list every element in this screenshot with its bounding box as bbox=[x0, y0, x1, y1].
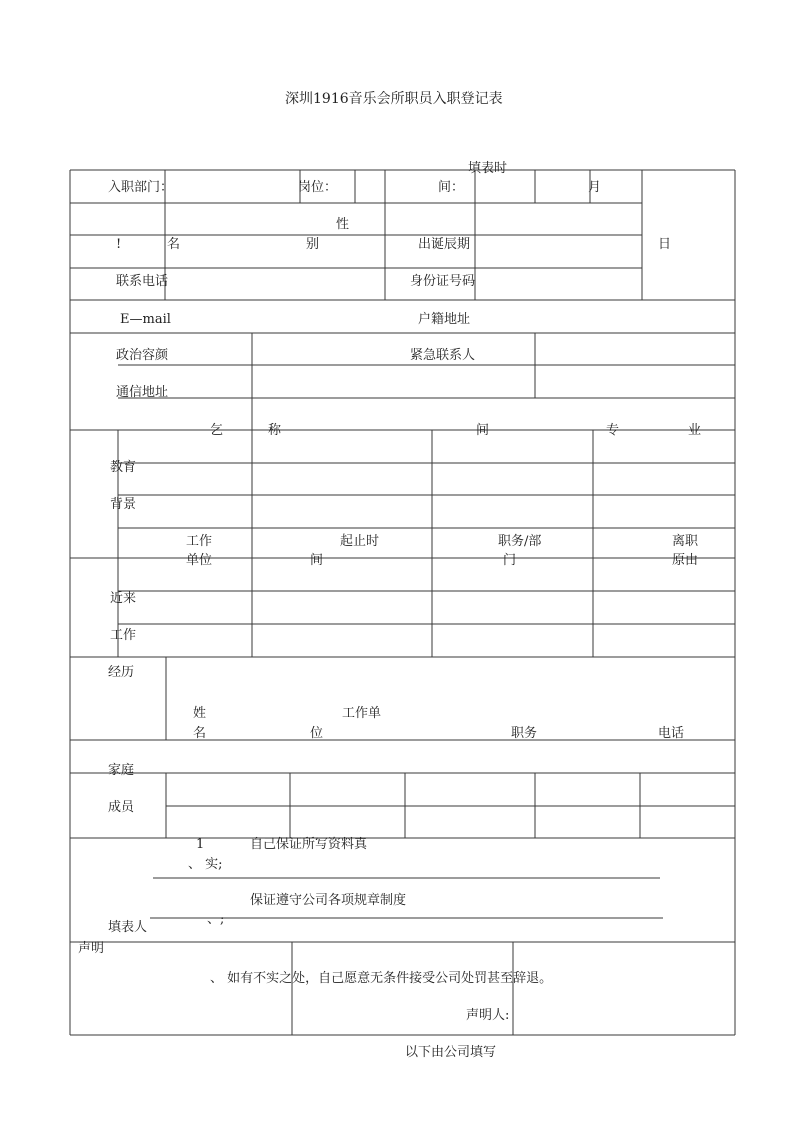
work-side-label-2: 工作 bbox=[110, 628, 137, 643]
edu-side-label-1: 教育 bbox=[110, 460, 137, 475]
gender-label: 别 bbox=[306, 237, 320, 252]
work-col-unit-1: 工作 bbox=[186, 534, 213, 549]
edu-side-label-2: 背景 bbox=[110, 497, 137, 512]
family-col-unit-2: 位 bbox=[310, 726, 324, 741]
decl-item1-num: 1 bbox=[196, 837, 205, 852]
family-col-role: 职务 bbox=[511, 726, 538, 741]
edu-col-major-right: 业 bbox=[688, 423, 702, 438]
edu-col-major-left: 专 bbox=[606, 423, 620, 438]
month-char: 月 bbox=[588, 180, 602, 195]
declarant-label: 声明人: bbox=[466, 1008, 510, 1023]
work-col-unit-2: 单位 bbox=[186, 553, 213, 568]
work-col-role-1: 职务/部 bbox=[498, 534, 542, 549]
company-section-label: 以下由公司填写 bbox=[405, 1045, 497, 1060]
family-col-unit-1: 工作单 bbox=[342, 706, 382, 721]
time-label: 间： bbox=[438, 180, 465, 195]
edu-col-name: 称 bbox=[268, 423, 282, 438]
declaration-label: 声明 bbox=[78, 941, 105, 956]
filler-label: 填表人 bbox=[108, 920, 148, 935]
fill-time-label: 填表时 bbox=[468, 161, 508, 176]
emergency-contact-label: 紧急联系人 bbox=[410, 348, 476, 363]
family-col-name-1: 姓 bbox=[193, 706, 207, 721]
decl-item2-cont: 、; bbox=[207, 912, 225, 927]
form-title: 深圳1916音乐会所职员入职登记表 bbox=[285, 91, 503, 107]
work-col-period-2: 间 bbox=[310, 553, 324, 568]
name-left-mark: ! bbox=[116, 237, 122, 252]
family-col-name-2: 名 bbox=[193, 726, 207, 741]
political-status-label: 政治容颜 bbox=[116, 348, 169, 363]
birthdate-label: 出诞辰期 bbox=[418, 237, 471, 252]
fill-time-suffix: 日 bbox=[658, 237, 672, 252]
decl-item3-text: 、 如有不实之处，自己愿意无条件接受公司处罚甚至辞退。 bbox=[210, 971, 553, 986]
hire-dept-label: 入职部门： bbox=[108, 180, 174, 195]
work-col-period-1: 起止时 bbox=[340, 534, 380, 549]
family-col-phone: 电话 bbox=[658, 726, 685, 741]
work-col-role-2: 门 bbox=[503, 553, 517, 568]
work-col-reason-1: 离职 bbox=[672, 534, 699, 549]
family-side-label-1: 家庭 bbox=[108, 763, 135, 778]
phone-label: 联系电话 bbox=[116, 274, 169, 289]
hukou-address-label: 户籍地址 bbox=[418, 312, 471, 327]
id-number-label: 身份证号码 bbox=[410, 274, 476, 289]
position-label: 岗位： bbox=[298, 180, 338, 195]
family-side-label-2: 成员 bbox=[108, 800, 135, 815]
name-label: 名 bbox=[167, 237, 181, 252]
decl-item2-text: 保证遵守公司各项规章制度 bbox=[250, 893, 407, 908]
work-side-label-1: 近来 bbox=[110, 591, 137, 606]
decl-item1-cont: 、 实; bbox=[188, 857, 223, 872]
edu-col-school-left: 乞 bbox=[210, 423, 224, 438]
work-col-reason-2: 原由 bbox=[672, 553, 699, 568]
decl-item1-text: 自己保证所写资料真 bbox=[250, 837, 368, 852]
email-label: E—mail bbox=[120, 312, 171, 327]
edu-col-time: 间 bbox=[476, 423, 490, 438]
gender-top-char: 性 bbox=[336, 217, 350, 232]
mailing-address-label: 通信地址 bbox=[116, 385, 169, 400]
work-side-label-3: 经历 bbox=[108, 665, 135, 680]
